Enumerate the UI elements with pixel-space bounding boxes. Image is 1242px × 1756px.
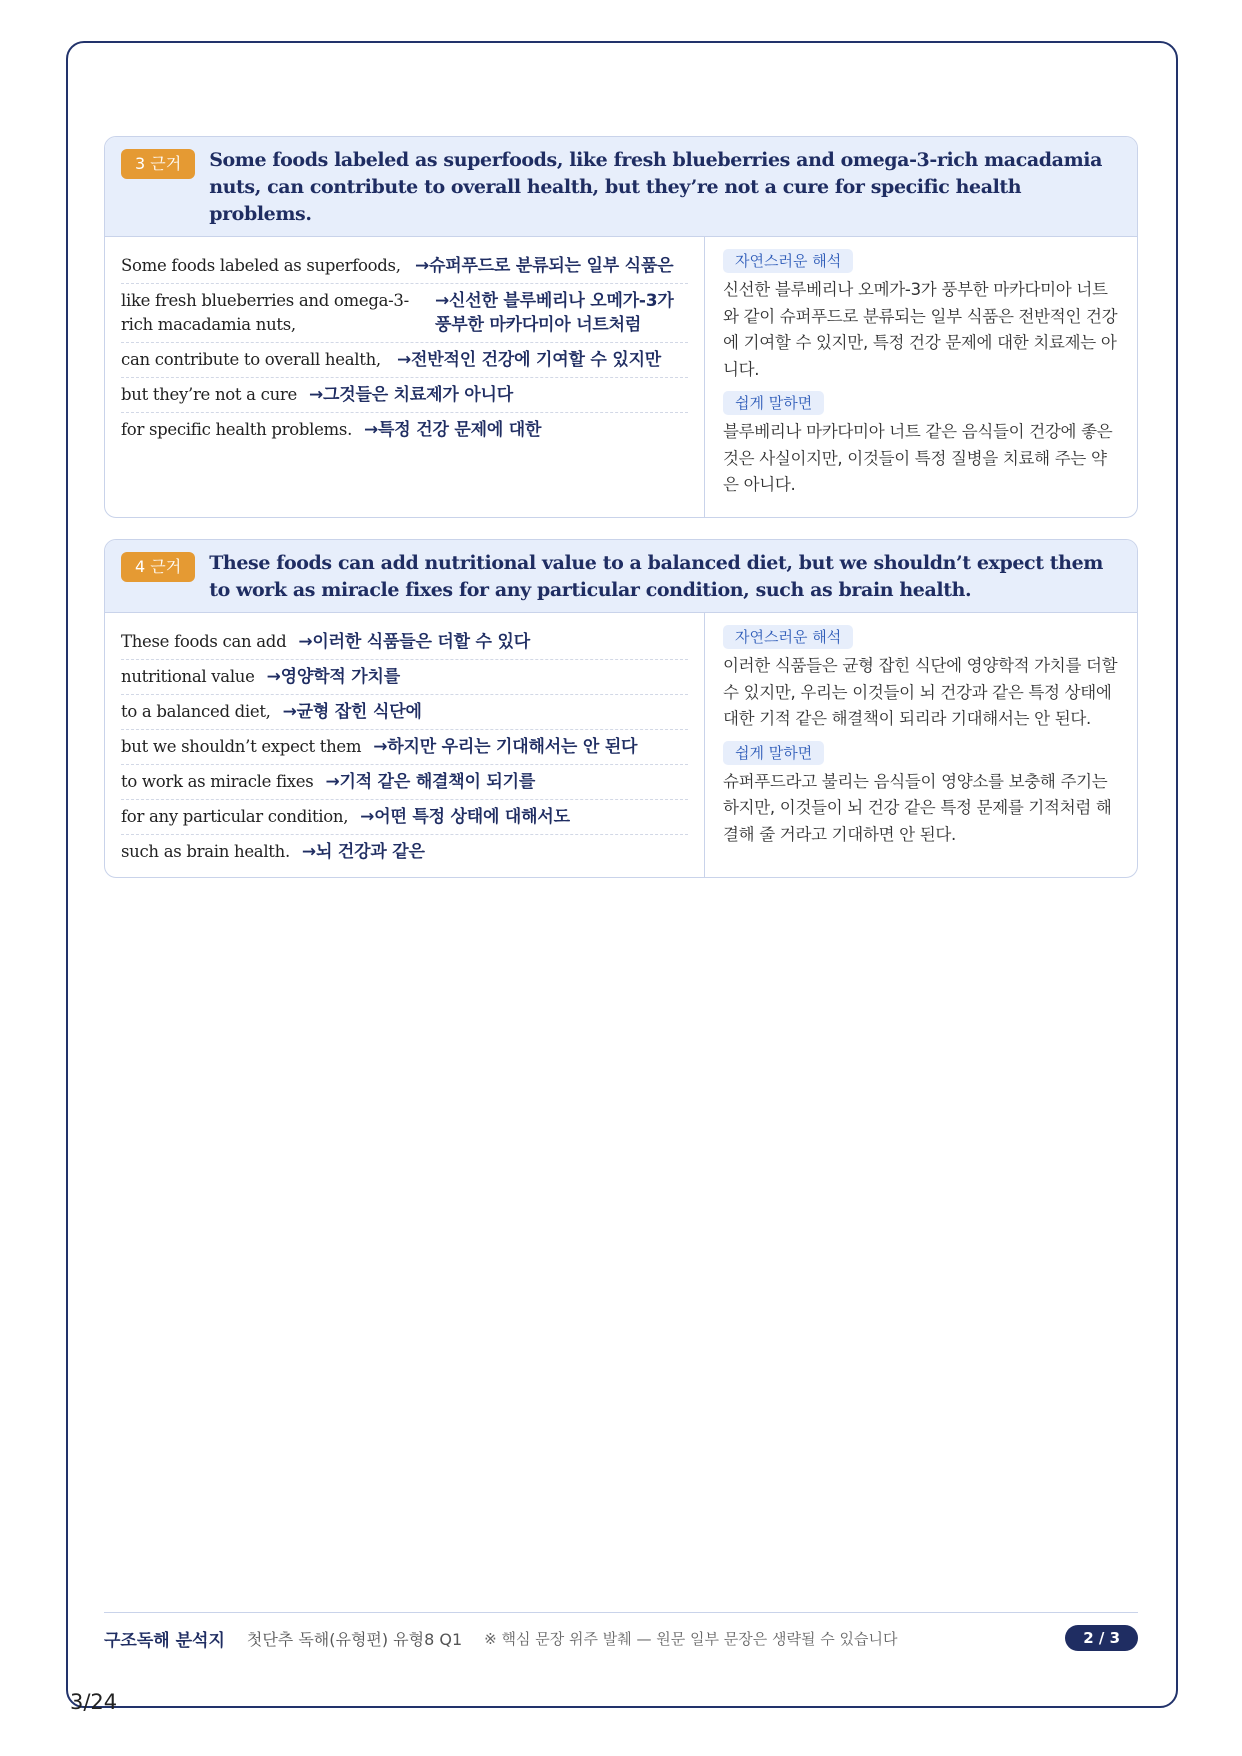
chunk-list bbox=[105, 237, 705, 517]
page-counter: 3/24 bbox=[70, 1690, 118, 1714]
chunk-row bbox=[121, 765, 688, 800]
easy-explanation-text: 슈퍼푸드라고 불리는 음식들이 영양소를 보충해 주기는 하지만, 이것들이 뇌 건강 같은 특정 문제를 기적처럼 해결해 줄 거라고 기대하면 안 된다. bbox=[723, 771, 1112, 844]
sentence-card-4 bbox=[104, 539, 1138, 878]
natural-translation-text: 이러한 식품들은 균형 잡힌 식단에 영양학적 가치를 더할 수 있지만, 우리는 이것들이 뇌 건강과 같은 특정 상태에 대한 기적 같은 해결책이 되리라 기대해서는 안 된다. bbox=[723, 656, 1118, 728]
chunk-english: for specific health problems. bbox=[121, 420, 353, 439]
chunk-row bbox=[121, 695, 688, 730]
page-number-badge: 2 / 3 bbox=[1065, 1625, 1138, 1651]
chunk-korean: →기적 같은 해결책이 되기를 bbox=[325, 772, 536, 792]
chunk-korean: →균형 잡힌 식단에 bbox=[282, 702, 422, 722]
easy-explanation-label: 쉽게 말하면 bbox=[723, 741, 824, 765]
chunk-korean: →영양학적 가치를 bbox=[266, 667, 400, 687]
chunk-english: Some foods labeled as superfoods, bbox=[121, 256, 401, 275]
chunk-korean: →신선한 블루베리나 오메가-3가 풍부한 마카다미아 너트처럼 bbox=[435, 291, 674, 335]
chunk-row bbox=[121, 413, 688, 447]
evidence-badge: 3 근거 bbox=[121, 149, 195, 179]
card-body bbox=[105, 237, 1137, 517]
explanation-panel bbox=[705, 237, 1137, 517]
chunk-row bbox=[121, 625, 688, 660]
chunk-row bbox=[121, 284, 688, 343]
footer-subtitle: 첫단추 독해(유형편) 유형8 Q1 bbox=[246, 1629, 463, 1649]
chunk-english: to a balanced diet, bbox=[121, 702, 271, 721]
footer-note: ※ 핵심 문장 위주 발췌 — 원문 일부 문장은 생략될 수 있습니다 bbox=[484, 1629, 898, 1648]
key-sentence: These foods can add nutritional value to a balanced diet, but we shouldn’t expect them to work as miracle fixes for any particular condition, such as brain health. bbox=[209, 552, 1103, 601]
chunk-english: but we shouldn’t expect them bbox=[121, 737, 362, 756]
card-header bbox=[105, 540, 1137, 613]
chunk-korean: →그것들은 치료제가 아니다 bbox=[309, 385, 513, 405]
chunk-row bbox=[121, 800, 688, 835]
card-header bbox=[105, 137, 1137, 237]
chunk-list bbox=[105, 613, 705, 877]
chunk-english: to work as miracle fixes bbox=[121, 772, 314, 791]
card-body bbox=[105, 613, 1137, 877]
chunk-korean: →어떤 특정 상태에 대해서도 bbox=[360, 807, 570, 827]
footer-divider bbox=[104, 1612, 1138, 1613]
footer bbox=[104, 1623, 1138, 1653]
chunk-row bbox=[121, 378, 688, 413]
chunk-korean: →하지만 우리는 기대해서는 안 된다 bbox=[373, 737, 638, 757]
key-sentence: Some foods labeled as superfoods, like fresh blueberries and omega-3-rich macadamia nuts, can contribute to overall health, but they’re not a cure for specific health problems. bbox=[209, 149, 1103, 225]
chunk-english: for any particular condition, bbox=[121, 807, 349, 826]
chunk-korean: →이러한 식품들은 더할 수 있다 bbox=[298, 632, 530, 652]
explanation-panel bbox=[705, 613, 1137, 877]
chunk-row bbox=[121, 730, 688, 765]
natural-translation-text: 신선한 블루베리나 오메가-3가 풍부한 마카다미아 너트와 같이 슈퍼푸드로 분류되는 일부 식품은 전반적인 건강에 기여할 수 있지만, 특정 건강 문제에 대한 치료제는 아니다. bbox=[723, 280, 1118, 379]
sentence-card-3 bbox=[104, 136, 1138, 518]
chunk-english: such as brain health. bbox=[121, 842, 290, 861]
chunk-english: can contribute to overall health, bbox=[121, 350, 381, 369]
chunk-english: like fresh blueberries and omega-3-rich macadamia nuts, bbox=[121, 291, 409, 334]
easy-explanation-text: 블루베리나 마카다미아 너트 같은 음식들이 건강에 좋은 것은 사실이지만, 이것들이 특정 질병을 치료해 주는 약은 아니다. bbox=[723, 422, 1113, 494]
chunk-english: but they’re not a cure bbox=[121, 385, 297, 404]
footer-title: 구조독해 분석지 bbox=[104, 1630, 225, 1651]
chunk-row bbox=[121, 343, 688, 378]
chunk-row bbox=[121, 660, 688, 695]
evidence-badge: 4 근거 bbox=[121, 552, 195, 582]
chunk-korean: →슈퍼푸드로 분류되는 일부 식품은 bbox=[415, 256, 674, 276]
chunk-row bbox=[121, 249, 688, 284]
chunk-english: nutritional value bbox=[121, 667, 255, 686]
natural-translation-label: 자연스러운 해석 bbox=[723, 249, 853, 273]
natural-translation-label: 자연스러운 해석 bbox=[723, 625, 853, 649]
chunk-korean: →특정 건강 문제에 대한 bbox=[364, 420, 542, 440]
easy-explanation-label: 쉽게 말하면 bbox=[723, 391, 824, 415]
chunk-korean: →뇌 건강과 같은 bbox=[301, 842, 425, 862]
chunk-english: These foods can add bbox=[121, 632, 287, 651]
chunk-korean: →전반적인 건강에 기여할 수 있지만 bbox=[397, 350, 662, 370]
chunk-row bbox=[121, 835, 688, 869]
